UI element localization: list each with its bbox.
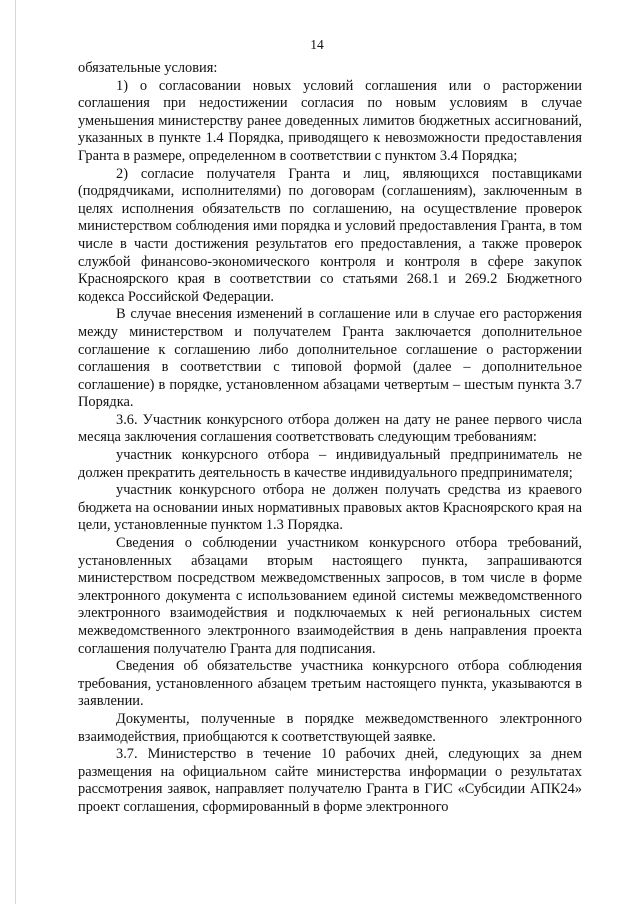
paragraph-amendment: В случае внесения изменений в соглашение или в случае его расторжения между министерством и получателем Гранта заключается дополнительное соглашение к соглашению либо дополнительное соглашение о расторжении соглашения в соответствии с типовой формой (далее – дополнительное соглашение) в порядке, установленном абзацами четвертым – шестым пункта 3.7 Порядка. <box>78 306 582 411</box>
document-body <box>78 60 582 817</box>
paragraph-requirement-1: участник конкурсного отбора – индивидуальный предприниматель не должен прекратить деятельность в качестве индивидуального предпринимателя; <box>78 447 582 481</box>
page-number: 14 <box>310 37 324 52</box>
page-edge-line <box>15 0 16 904</box>
paragraph-compliance-info: Сведения о соблюдении участником конкурсного отбора требований, установленных абзацами вторым настоящего пункта, запрашиваются министерством посредством межведомственных запросов, в том числе в форме электронного документа с использованием единой системы межведомственного электронного взаимодействия и подключаемых к ней региональных систем межведомственного электронного взаимодействия в день направления проекта соглашения получателю Гранта для подписания. <box>78 535 582 657</box>
paragraph-condition-2: 2) согласие получателя Гранта и лиц, являющихся поставщиками (подрядчиками, исполнителями) по договорам (соглашениям), заключенным в целях исполнения обязательств по соглашению, на осуществление проверок министерством соблюдения ими порядка и условий предоставления Гранта, в том числе в части достижения результатов его предоставления, а также проверок службой финансово-экономического контроля и контроля в сфере закупок Красноярского края в соответствии со статьями 268.1 и 269.2 Бюджетного кодекса Российской Федерации. <box>78 165 582 305</box>
paragraph-documents: Документы, полученные в порядке межведомственного электронного взаимодействия, приобщаются к соответствующей заявке. <box>78 710 582 745</box>
paragraph-condition-1: 1) о согласовании новых условий соглашения или о расторжении соглашения при недостижении согласия по новым условиям в случае уменьшения министерству ранее доведенных лимитов бюджетных ассигнований, указанных в пункте 1.4 Порядка, приводящего к невозможности предоставления Гранта в размере, определенном в соответствии с пунктом 3.4 Порядка; <box>78 77 582 164</box>
paragraph-requirement-2: участник конкурсного отбора не должен получать средства из краевого бюджета на основании иных нормативных правовых актов Красноярского края на цели, установленные пунктом 1.3 Порядка. <box>78 482 582 534</box>
paragraph-obligation-info: Сведения об обязательстве участника конкурсного отбора соблюдения требования, установленного абзацем третьим настоящего пункта, указываются в заявлении. <box>78 658 582 710</box>
paragraph-3-6: 3.6. Участник конкурсного отбора должен на дату не ранее первого числа месяца заключения соглашения соответствовать следующим требованиям: <box>78 411 582 446</box>
paragraph-continuation: обязательные условия: <box>78 60 218 76</box>
paragraph-3-7: 3.7. Министерство в течение 10 рабочих дней, следующих за днем размещения на официальном сайте министерства информации о результатах рассмотрения заявок, направляет получателю Гранта в ГИС «Субсидии АПК24» проект соглашения, сформированный в форме электронного <box>78 746 582 815</box>
